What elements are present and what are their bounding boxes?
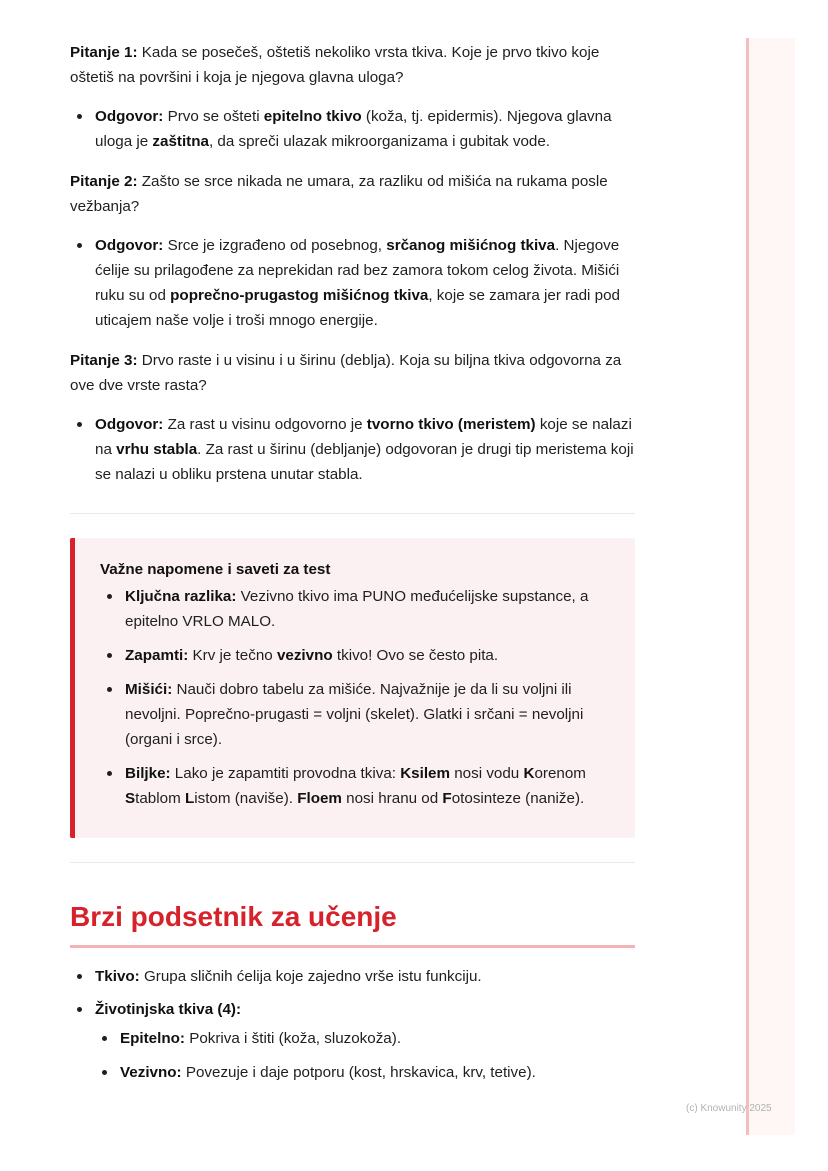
text-run: orenom <box>534 765 586 782</box>
text-run: Za rast u visinu odgovorno je <box>163 416 367 433</box>
copyright-text: (c) Knowunity 2025 <box>686 1103 772 1114</box>
bold-text: vrhu stabla <box>116 441 198 458</box>
bold-text: epitelno tkivo <box>263 108 362 125</box>
animal-tissue-item: Vezivno: Povezuje i daje potporu (kost, hrskavica, krv, tetive). <box>120 1060 635 1085</box>
text-run: otosinteze (naniže). <box>451 790 585 807</box>
summary-item-animal-tissues: Životinjska tkiva (4): Epitelno: Pokriva i štiti (koža, sluzokoža). Vezivno: Povezuje i daje potporu (kost, hrskavica, krv, tetive). <box>95 997 635 1085</box>
side-margin-panel <box>746 38 795 1135</box>
answer-list-1 <box>70 104 635 154</box>
text-run: (koža, tj. epidermis). Njegova glavna uloga je <box>95 108 612 150</box>
tip-item <box>125 643 605 668</box>
question-3: Pitanje 3: Drvo raste i u visinu i u širinu (deblja). Koja su biljna tkiva odgovorna za ove dve vrste rasta? <box>70 352 622 394</box>
answer-list-2 <box>70 233 635 333</box>
animal-tissue-item: Epitelno: Pokriva i štiti (koža, sluzokoža). <box>120 1026 635 1051</box>
bold-text: L <box>184 790 195 807</box>
text-run: Lako je zapamtiti provodna tkiva: <box>170 765 401 782</box>
tip-item <box>125 584 605 634</box>
bold-text: K <box>523 765 535 782</box>
answer-3: Odgovor: Za rast u visinu odgovorno je tvorno tkivo (meristem) koje se nalazi na vrhu stabla. Za rast u širinu (debljanje) odgovoran je drugi tip meristema koji se nalazi u obliku prstena unutar stabla. <box>95 412 635 487</box>
text-run: Nauči dobro tabelu za mišiće. Najvažnije je da li su voljni ili nevoljni. Poprečno-prugasti = voljni (skelet). Glatki i srčani = nevoljni (organi i srce). <box>125 681 584 748</box>
section-title: Brzi podsetnik za učenje <box>70 897 635 948</box>
text-run: istom (naviše). <box>194 790 298 807</box>
answer-1: Odgovor: Prvo se ošteti epitelno tkivo (koža, tj. epidermis). Njegova glavna uloga je zaštitna, da spreči ulazak mikroorganizama i gubitak vode. <box>95 104 635 154</box>
bold-text: vezivno <box>276 647 333 664</box>
bold-text: Ključna razlika: <box>125 588 237 605</box>
divider <box>70 513 635 514</box>
answer-list-3 <box>70 412 635 487</box>
text-run: Prvo se ošteti <box>163 108 264 125</box>
text-run: . Njegove ćelije su prilagođene za neprekidan rad bez zamora tokom celog života. Mišići ruku su od <box>95 237 620 304</box>
text-run: , koje se zamara jer radi pod uticajem naše volje i troši mnogo energije. <box>95 287 620 329</box>
text-run: Srce je izgrađeno od posebnog, <box>163 237 387 254</box>
text-run: Krv je tečno <box>188 647 277 664</box>
bold-text: srčanog mišićnog tkiva <box>386 237 556 254</box>
bold-text: tvorno tkivo (meristem) <box>366 416 536 433</box>
summary-list <box>70 964 635 1085</box>
bold-text: Ksilem <box>400 765 451 782</box>
text-run: tkivo! Ovo se često pita. <box>332 647 499 664</box>
text-run: nosi hranu od <box>341 790 443 807</box>
bold-text: F <box>442 790 452 807</box>
text-run: . Za rast u širinu (debljanje) odgovoran je drugi tip meristema koji se nalazi u obliku prstena unutar stabla. <box>95 441 634 483</box>
bold-text: Mišići: <box>125 681 173 698</box>
bold-text: poprečno-prugastog mišićnog tkiva <box>170 287 429 304</box>
document-content <box>70 40 635 1094</box>
bold-text: S <box>125 790 136 807</box>
question-1: Pitanje 1: Kada se posečeš, oštetiš nekoliko vrsta tkiva. Koje je prvo tkivo koje oštetiš na površini i koja je njegova glavna uloga? <box>70 44 600 86</box>
bold-text: Zapamti: <box>125 647 189 664</box>
tips-list <box>100 584 605 811</box>
tips-callout <box>70 538 635 838</box>
tips-title: Važne napomene i saveti za test <box>100 561 331 578</box>
text-run: , da spreči ulazak mikroorganizama i gubitak vode. <box>208 133 551 150</box>
question-2: Pitanje 2: Zašto se srce nikada ne umara, za razliku od mišića na rukama posle vežbanja? <box>70 173 608 215</box>
divider <box>70 862 635 863</box>
bold-text: zaštitna <box>152 133 209 150</box>
bold-text: Floem <box>297 790 342 807</box>
text-run: koje se nalazi na <box>95 416 632 458</box>
answer-2: Odgovor: Srce je izgrađeno od posebnog, srčanog mišićnog tkiva. Njegove ćelije su prilagođene za neprekidan rad bez zamora tokom celog života. Mišići ruku su od poprečno-prugastog mišićnog tkiva, koje se zamara jer radi pod uticajem naše volje i troši mnogo energije. <box>95 233 635 333</box>
animal-tissue-list <box>95 1026 635 1085</box>
text-run: nosi vodu <box>450 765 524 782</box>
text-run: Vezivno tkivo ima PUNO međućelijske supstance, a epitelno VRLO MALO. <box>125 588 589 630</box>
tip-item <box>125 677 605 752</box>
tip-item <box>125 761 605 811</box>
summary-item-tkivo: Tkivo: Grupa sličnih ćelija koje zajedno vrše istu funkciju. <box>95 964 635 989</box>
text-run: tablom <box>135 790 185 807</box>
bold-text: Biljke: <box>125 765 171 782</box>
